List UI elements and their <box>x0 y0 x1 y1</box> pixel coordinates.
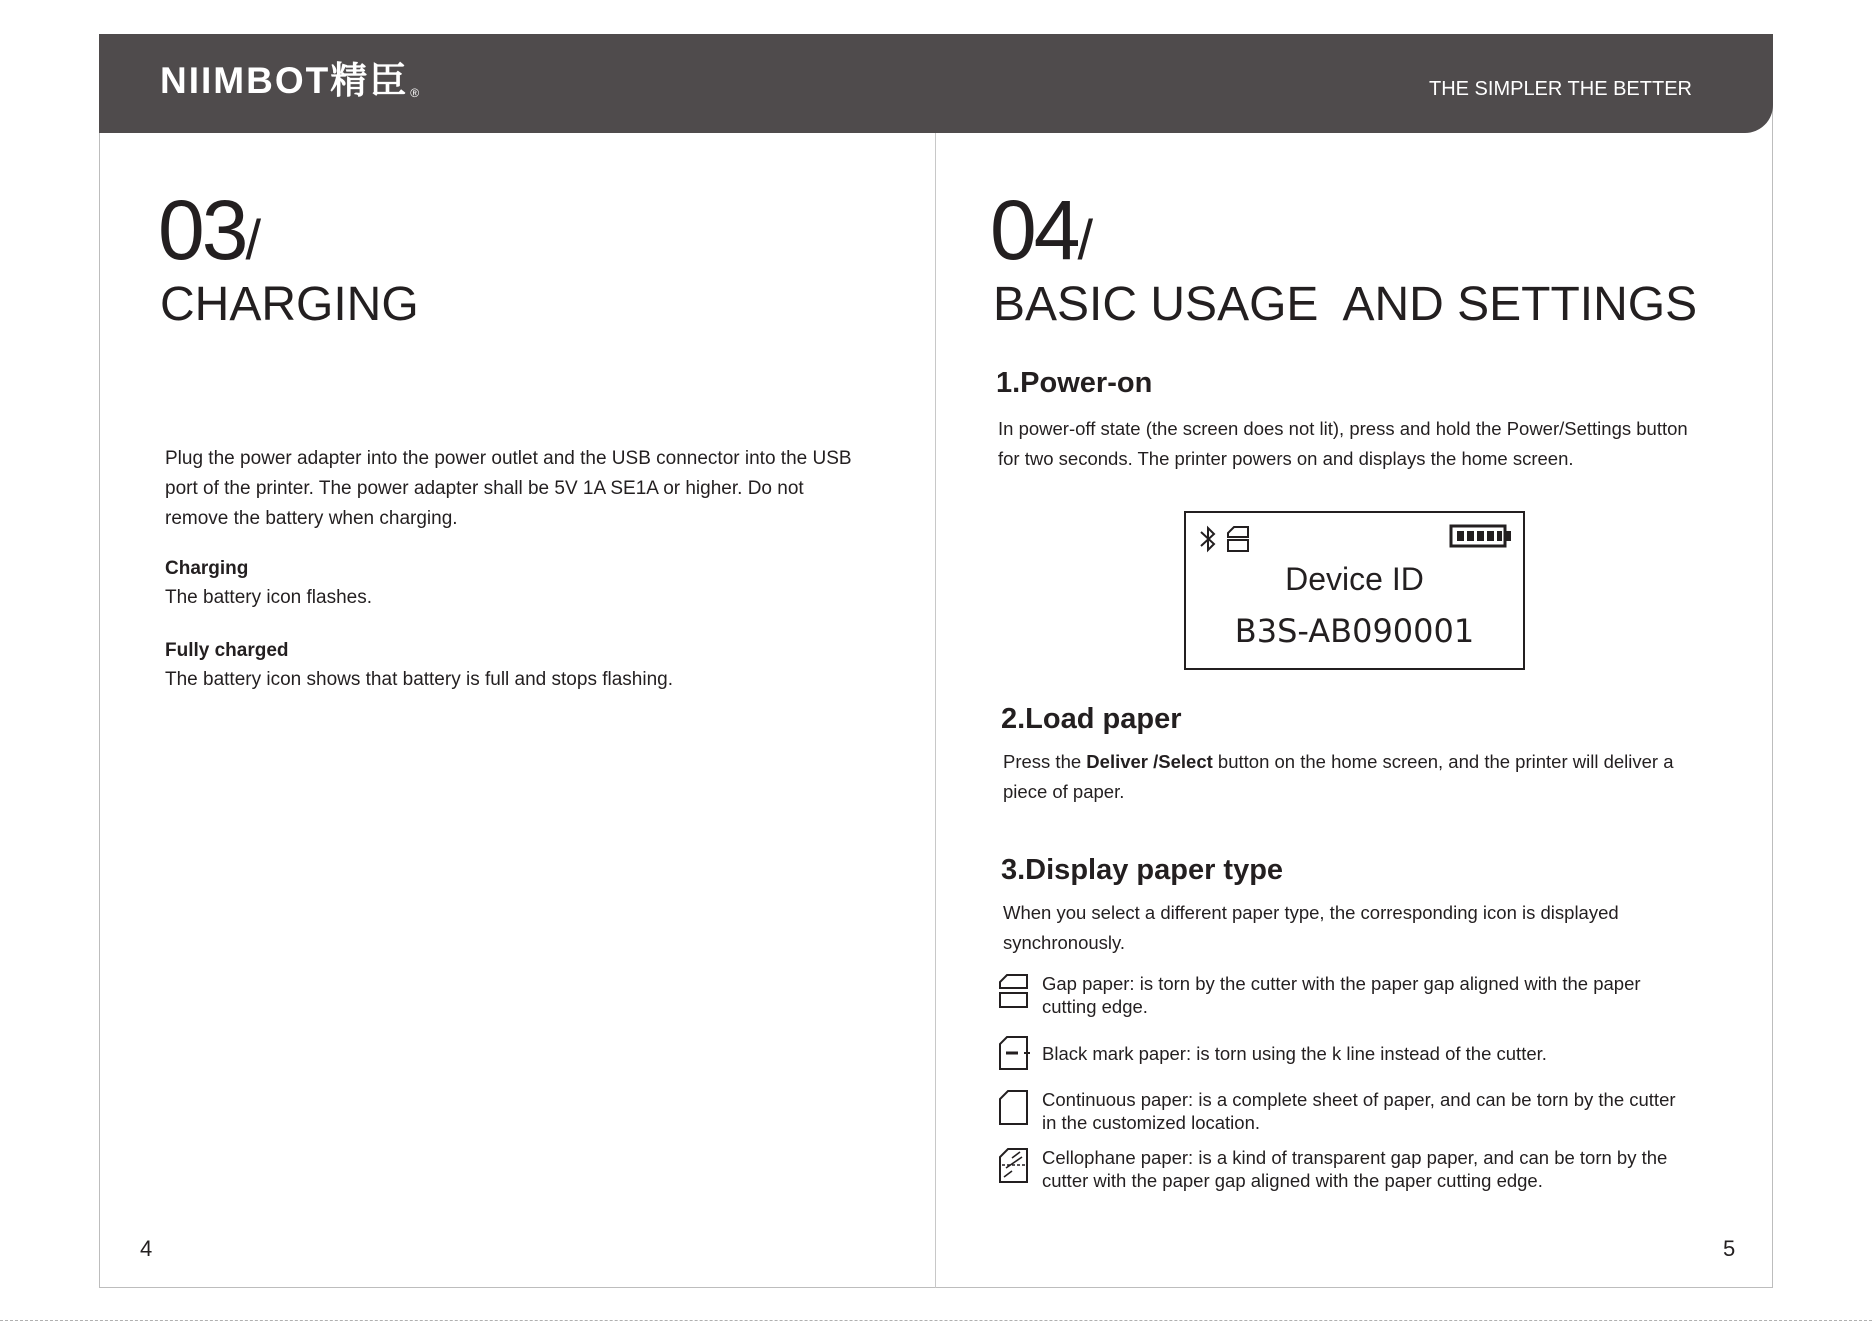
section-number-03-text: 03 <box>158 183 246 277</box>
continuous-paper-description <box>1042 1088 1676 1134</box>
cellophane-paper-line-2: cutter with the paper gap aligned with the paper cutting edge. <box>1042 1170 1543 1191</box>
fully-charged-text: The battery icon shows that battery is full and stops flashing. <box>165 669 673 690</box>
continuous-paper-line-2: in the customized location. <box>1042 1112 1261 1133</box>
power-on-line-1: In power-off state (the screen does not lit), press and hold the Power/Settings button <box>998 418 1688 439</box>
cellophane-paper-icon <box>998 1146 1030 1186</box>
display-paper-type-heading: 3.Display paper type <box>1001 854 1284 886</box>
lcd-screen-illustration <box>1184 511 1525 670</box>
charging-text: The battery icon flashes. <box>165 587 372 608</box>
display-type-line-2: synchronously. <box>1003 932 1126 953</box>
load-paper-text-post: button on the home screen, and the printer will deliver a <box>1212 751 1674 772</box>
section-number-04 <box>990 183 1093 277</box>
page-divider <box>935 133 936 1288</box>
load-paper-heading: 2.Load paper <box>1001 703 1182 735</box>
lcd-device-id: B3S-AB090001 <box>1234 612 1475 650</box>
battery-full-icon <box>1449 523 1513 549</box>
gap-paper-line-2: cutting edge. <box>1042 996 1148 1017</box>
page-number-right: 5 <box>1723 1236 1736 1261</box>
continuous-paper-icon <box>998 1088 1030 1128</box>
paper-type-item-gap <box>998 972 1698 1022</box>
bluetooth-icon <box>1199 525 1217 553</box>
page-number-left: 4 <box>140 1236 153 1261</box>
scan-edge-line <box>0 1320 1872 1321</box>
paper-type-item-continuous <box>998 1088 1698 1138</box>
paper-type-item-cellophane <box>998 1146 1698 1196</box>
load-paper-line-2: piece of paper. <box>1003 781 1125 802</box>
fully-charged-heading: Fully charged <box>165 640 289 661</box>
gap-paper-icon <box>998 972 1030 1012</box>
cellophane-paper-description <box>1042 1146 1667 1192</box>
display-type-line-1: When you select a different paper type, the corresponding icon is displayed <box>1003 902 1619 923</box>
continuous-paper-line-1: Continuous paper: is a complete sheet of paper, and can be torn by the cutter <box>1042 1089 1676 1110</box>
load-paper-line-1 <box>1003 747 1674 777</box>
gap-paper-line-1: Gap paper: is torn by the cutter with the paper gap aligned with the paper <box>1042 973 1641 994</box>
charging-line-1: Plug the power adapter into the power outlet and the USB connector into the USB <box>165 448 852 469</box>
charging-line-3: remove the battery when charging. <box>165 508 458 529</box>
section-number-slash: / <box>245 208 261 271</box>
lcd-device-label: Device ID <box>1285 561 1424 597</box>
section-title-charging: CHARGING <box>160 278 419 331</box>
power-on-heading: 1.Power-on <box>996 367 1153 399</box>
gap-paper-description <box>1042 972 1641 1018</box>
section-number-04-text: 04 <box>990 183 1078 277</box>
paper-icon <box>1226 525 1250 553</box>
section-title-basic-usage: BASIC USAGE AND SETTINGS <box>993 278 1698 331</box>
load-paper-text-pre: Press the <box>1003 751 1087 772</box>
black-mark-paper-description <box>1042 1042 1547 1065</box>
paper-type-item-black-mark <box>998 1034 1698 1074</box>
charging-line-2: port of the printer. The power adapter shall be 5V 1A SE1A or higher. Do not <box>165 478 804 499</box>
section-number-03 <box>158 183 261 277</box>
deliver-select-button-name: Deliver /Select <box>1086 751 1213 772</box>
brand-logo-text: NIIMBOT精臣 <box>160 60 409 101</box>
brand-logo <box>160 62 419 99</box>
black-mark-paper-line-1: Black mark paper: is torn using the k line instead of the cutter. <box>1042 1043 1547 1064</box>
registered-mark: ® <box>410 86 420 100</box>
section-number-slash: / <box>1077 208 1093 271</box>
tagline: THE SIMPLER THE BETTER <box>1428 78 1692 100</box>
black-mark-paper-icon <box>998 1034 1030 1074</box>
charging-heading: Charging <box>165 558 249 579</box>
power-on-line-2: for two seconds. The printer powers on and displays the home screen. <box>998 448 1574 469</box>
cellophane-paper-line-1: Cellophane paper: is a kind of transparent gap paper, and can be torn by the <box>1042 1147 1668 1168</box>
